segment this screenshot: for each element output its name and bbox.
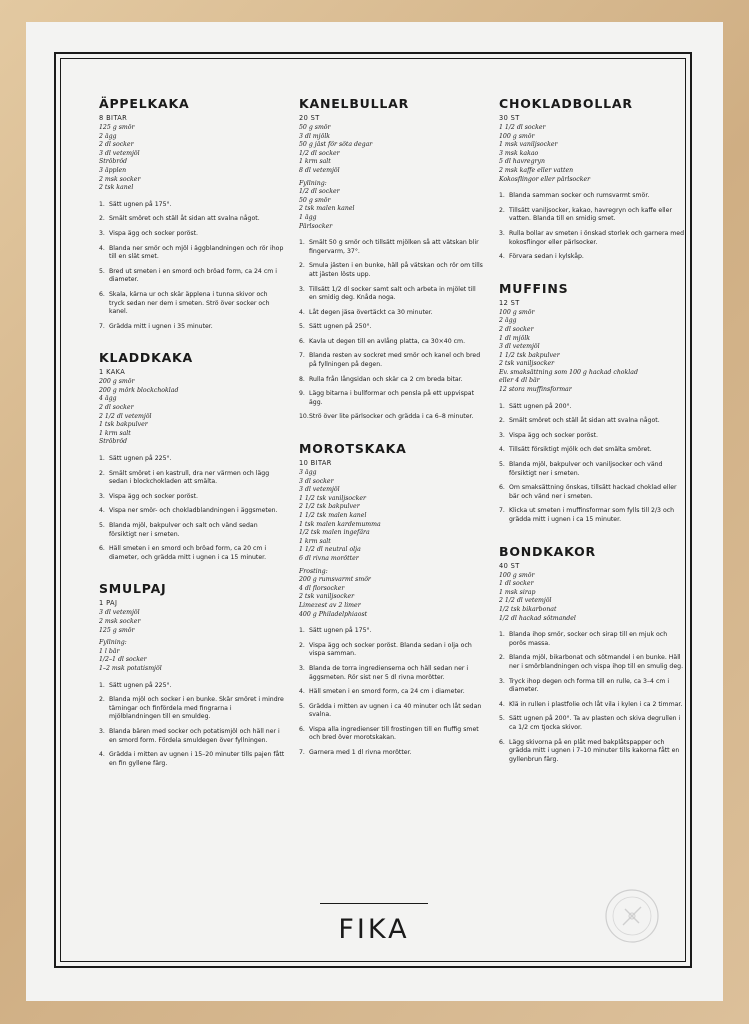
- step-number: 2.: [299, 641, 305, 649]
- step-number: 7.: [99, 322, 105, 330]
- instruction-step: [99, 493, 285, 502]
- step-number: 4.: [499, 700, 505, 708]
- ingredient-sublist: [299, 188, 485, 231]
- ingredient-item: 200 g mörk blockchoklad: [99, 386, 179, 394]
- ingredient-item: 1 tsk malen kardemumma: [299, 520, 381, 528]
- step-number: 1.: [99, 681, 105, 689]
- step-number: 3.: [499, 677, 505, 685]
- step-number: 7.: [499, 507, 505, 515]
- recipe-title: BONDKAKOR: [499, 543, 596, 559]
- ingredient-list: [99, 124, 285, 193]
- step-text: Sätt ugnen på 225°.: [109, 455, 172, 463]
- recipe-yield: 30 ST: [499, 114, 520, 122]
- instruction-step: [299, 703, 485, 720]
- step-number: 6.: [99, 290, 105, 298]
- recipe-yield: 8 BITAR: [99, 114, 128, 122]
- step-text: Smula jästen i en bunke, häll på vätskan och rör om tills att jästen lösts upp.: [309, 262, 483, 278]
- instruction-step: [99, 323, 285, 332]
- ingredient-item: Ev. smaksättning som 100 g hackad choklad: [499, 368, 638, 376]
- ingredient-item: eller 4 dl bär: [499, 377, 540, 385]
- step-number: 5.: [99, 267, 105, 275]
- instruction-step: [499, 484, 685, 501]
- step-number: 3.: [499, 431, 505, 439]
- instruction-list: [99, 201, 285, 332]
- step-number: 1.: [299, 239, 305, 247]
- recipe-title: ÄPPELKAKA: [99, 96, 190, 111]
- instruction-step: [299, 390, 485, 407]
- step-text: Grädda mitt i ugnen i 35 minuter.: [109, 322, 213, 330]
- step-text: Vispa ägg och socker poröst.: [509, 431, 599, 439]
- ingredient-item: 3 dl vetemjöl: [499, 343, 540, 351]
- step-number: 3.: [99, 492, 105, 500]
- recipe-title: CHOKLADBOLLAR: [499, 96, 633, 111]
- ingredient-item: 400 g Philadelphiaost: [299, 610, 368, 618]
- ingredient-item: 2 tsk vaniljsocker: [499, 360, 555, 368]
- step-number: 7.: [299, 749, 305, 757]
- step-text: Vispa ägg och socker poröst.: [109, 492, 199, 500]
- step-number: 6.: [499, 738, 505, 746]
- recipe-column-1: [99, 97, 285, 788]
- ingredient-item: 50 g smör: [299, 124, 331, 131]
- ingredient-item: 3 dl vetemjöl: [99, 149, 140, 157]
- ingredient-item: 2 msk kaffe eller vatten: [499, 166, 574, 174]
- instruction-step: [499, 739, 685, 765]
- ingredient-item: 1 1/2 dl neutral olja: [299, 546, 361, 554]
- ingredient-item: 2 1/2 dl vetemjöl: [499, 597, 552, 605]
- step-text: Häll smeten i en smord och bröad form, ca 20 cm i diameter, och grädda mitt i ugnen i ca 15 minuter.: [109, 545, 267, 561]
- instruction-step: [499, 417, 685, 426]
- recipe-yield: 1 PAJ: [99, 599, 118, 608]
- ingredient-item: 1 1/2 tsk vaniljsocker: [299, 494, 366, 502]
- step-number: 4.: [99, 751, 105, 759]
- ingredient-item: 3 dl socker: [299, 477, 334, 485]
- ingredient-item: 1 1/2 tsk bakpulver: [499, 351, 560, 359]
- instruction-step: [99, 230, 285, 239]
- instruction-step: [99, 245, 285, 262]
- instruction-step: [499, 230, 685, 247]
- instruction-step: [99, 728, 285, 745]
- instruction-step: [299, 627, 485, 636]
- ingredient-item: 1/2 tsk malen ingefära: [299, 529, 370, 537]
- instruction-step: [299, 749, 485, 758]
- recipe-column-2: [299, 97, 485, 778]
- instruction-step: [99, 751, 285, 768]
- ingredient-item: 1 msk vaniljsocker: [499, 141, 558, 149]
- ingredient-item: 3 msk kakao: [499, 149, 539, 157]
- recipe-title: MOROTSKAKA: [299, 441, 407, 457]
- instruction-step: [499, 446, 685, 455]
- step-text: Lägg skivorna på en plåt med bakplåtspapper och grädda mitt i ugnen i 7–10 minuter tills kakorna fått en gyllenbrun färg.: [509, 738, 680, 763]
- ingredient-item: 1/2 dl hackad sötmandel: [499, 614, 576, 622]
- instruction-step: [499, 701, 685, 710]
- step-text: Vispa alla ingredienser till frostingen till en fluffig smet och bred över morotskakan.: [309, 725, 479, 742]
- step-text: Sätt ugnen på 175°.: [109, 200, 172, 208]
- ingredient-item: Ströbröd: [99, 158, 128, 166]
- instruction-step: [99, 455, 285, 464]
- step-text: Lägg bitarna i bullformar och pensla på ett uppvispat ägg.: [309, 390, 475, 406]
- ingredient-item: 5 dl havregryn: [499, 158, 545, 166]
- ingredient-list: [299, 124, 485, 176]
- instruction-step: [299, 688, 485, 697]
- step-number: 2.: [299, 262, 305, 270]
- instruction-step: [499, 654, 685, 671]
- ingredient-item: 1 dl mjölk: [499, 334, 531, 342]
- recipe-title: KANELBULLAR: [299, 96, 410, 111]
- instruction-step: [299, 286, 485, 303]
- ingredient-item: 1–2 msk potatismjöl: [99, 664, 162, 672]
- instruction-step: [99, 545, 285, 562]
- step-number: 1.: [499, 192, 505, 200]
- step-text: Blanda ner smör och mjöl i äggblandningen och rör ihop till en slät smet.: [109, 244, 284, 261]
- ingredient-item: 2 dl socker: [499, 325, 534, 333]
- ingredient-item: 3 äpplen: [99, 166, 127, 174]
- instruction-step: [499, 507, 685, 524]
- step-number: 2.: [499, 417, 505, 425]
- ingredient-item: 2 dl socker: [99, 141, 134, 149]
- instruction-list: [499, 631, 685, 764]
- recipe: [99, 582, 285, 768]
- step-number: 5.: [299, 702, 305, 710]
- ingredient-item: 1 krm salt: [299, 158, 331, 166]
- step-number: 3.: [99, 229, 105, 237]
- ingredient-item: 3 dl vetemjöl: [299, 486, 340, 494]
- step-text: Blanda mjöl, bakpulver och vaniljsocker och vänd försiktigt ner i smeten.: [509, 461, 663, 477]
- recipe-title: SMULPAJ: [99, 581, 167, 597]
- step-text: Bred ut smeten i en smord och bröad form, ca 24 cm i diameter.: [109, 267, 277, 284]
- step-text: Sätt ugnen på 250°.: [309, 323, 372, 331]
- ingredient-list: [499, 124, 685, 184]
- recipe-column-3: [499, 97, 685, 784]
- step-number: 5.: [299, 323, 305, 331]
- step-number: 5.: [499, 715, 505, 723]
- instruction-step: [499, 253, 685, 262]
- step-number: 6.: [299, 337, 305, 345]
- ingredient-item: 2 1/2 dl vetemjöl: [99, 412, 152, 420]
- recipe-title: KLADDKAKA: [99, 350, 193, 366]
- instruction-step: [299, 352, 485, 369]
- ingredient-item: 1/2 dl socker: [299, 149, 340, 157]
- instruction-step: [99, 682, 285, 691]
- instruction-step: [499, 192, 685, 201]
- instruction-step: [99, 201, 285, 210]
- ingredient-item: 2 tsk kanel: [99, 184, 134, 192]
- instruction-step: [99, 507, 285, 516]
- instruction-list: [99, 455, 285, 562]
- ingredient-list: [99, 609, 285, 635]
- instruction-step: [299, 726, 485, 743]
- ingredient-subsection-label: Fyllning:: [99, 639, 127, 647]
- ingredient-item: 100 g smör: [499, 308, 535, 316]
- ingredient-item: 4 dl florsocker: [299, 584, 345, 592]
- ingredient-item: 8 dl vetemjöl: [299, 166, 340, 174]
- ingredient-item: 2 ägg: [99, 132, 117, 140]
- ingredient-item: 3 dl mjölk: [299, 132, 331, 140]
- step-number: 3.: [299, 664, 305, 672]
- step-number: 4.: [99, 507, 105, 515]
- ingredient-item: 1/2 dl socker: [299, 188, 340, 196]
- ingredient-sublist: [99, 648, 285, 674]
- step-text: Rulla från långsidan och skär ca 2 cm breda bitar.: [309, 375, 463, 383]
- step-text: Blanda de torra ingredienserna och häll sedan ner i äggsmeten. Rör sist ner 5 dl rivna morötter.: [309, 664, 469, 681]
- ingredient-item: 2 dl socker: [99, 404, 134, 412]
- step-text: Blanda bären med socker och potatismjöl och häll ner i en smord form. Fördela smuldegen över fyllningen.: [109, 727, 280, 744]
- step-number: 2.: [499, 654, 505, 662]
- ingredient-item: 1 1/2 dl socker: [499, 124, 546, 131]
- recipe: [99, 351, 285, 562]
- ingredient-item: 1 1/2 tsk malen kanel: [299, 512, 367, 519]
- ingredient-item: 2 tsk malen kanel: [299, 205, 355, 213]
- step-text: Häll smeten i en smord form, ca 24 cm i diameter.: [309, 688, 465, 696]
- step-number: 7.: [299, 352, 305, 360]
- recipe: [299, 442, 485, 758]
- instruction-step: [99, 215, 285, 224]
- step-text: Skala, kärna ur och skär äpplena i tunna skivor och tryck sedan ner dem i smeten. Strö över socker och kanel.: [109, 290, 270, 316]
- recipe-title: MUFFINS: [499, 280, 569, 296]
- step-number: 4.: [499, 253, 505, 261]
- step-number: 4.: [499, 446, 505, 454]
- ingredient-item: 1 l bär: [99, 647, 120, 655]
- instruction-step: [499, 715, 685, 732]
- step-number: 10.: [299, 413, 309, 421]
- step-text: Vispa ägg och socker poröst.: [109, 229, 199, 237]
- ingredient-item: 50 g jäst för söta degar: [299, 141, 373, 149]
- step-text: Tillsätt vaniljsocker, kakao, havregryn och kaffe eller vatten. Blanda till en smidig smet.: [509, 206, 673, 223]
- recipe-yield: 1 KAKA: [99, 368, 126, 377]
- step-number: 1.: [99, 200, 105, 208]
- step-number: 3.: [299, 285, 305, 293]
- ingredient-item: 12 stora muffinsformar: [499, 386, 572, 394]
- step-number: 2.: [99, 469, 105, 477]
- instruction-step: [499, 461, 685, 478]
- step-text: Smält smöret i en kastrull, dra ner värmen och lägg sedan i blockchokladen att smälta.: [109, 469, 270, 486]
- step-number: 2.: [99, 215, 105, 223]
- step-text: Om smaksättning önskas, tillsätt hackad choklad eller bär och vänd ner i smeten.: [509, 484, 677, 500]
- step-text: Blanda mjöl, bakpulver och salt och vänd sedan försiktigt ner i smeten.: [109, 522, 258, 538]
- recipe-yield: 12 ST: [499, 298, 520, 307]
- step-text: Strö över lite pärlsocker och grädda i ca 6–8 minuter.: [309, 413, 474, 421]
- ingredient-list: [299, 469, 485, 564]
- step-number: 6.: [499, 484, 505, 492]
- ingredient-list: [99, 378, 285, 447]
- ingredient-item: 3 dl vetemjöl: [99, 609, 140, 617]
- ingredient-item: 125 g smör: [99, 626, 135, 634]
- step-number: 3.: [499, 229, 505, 237]
- step-number: 4.: [99, 244, 105, 252]
- step-text: Blanda mjöl, bikarbonat och sötmandel i en bunke. Häll ner i smörblandningen och vispa ihop till en smulig deg.: [509, 654, 684, 670]
- ingredient-item: Limezest av 2 limer: [299, 601, 361, 609]
- instruction-step: [299, 239, 485, 256]
- step-text: Kavla ut degen till en avlång platta, ca 30×40 cm.: [309, 337, 466, 345]
- step-number: 4.: [299, 308, 305, 316]
- ingredient-item: 1 krm salt: [299, 537, 331, 545]
- recipe: [499, 545, 685, 765]
- ingredient-item: 125 g smör: [99, 124, 135, 131]
- ingredient-item: 1 msk sirap: [499, 588, 536, 596]
- step-number: 2.: [99, 696, 105, 704]
- ingredient-item: 1 tsk bakpulver: [99, 421, 148, 429]
- recipe-yield: 40 ST: [499, 561, 520, 570]
- instruction-step: [99, 470, 285, 487]
- instruction-step: [499, 403, 685, 412]
- ingredient-item: 3 ägg: [299, 469, 317, 477]
- ingredient-item: 1/2–1 dl socker: [99, 656, 147, 664]
- instruction-list: [499, 403, 685, 525]
- watermark-stamp-icon: [603, 887, 661, 945]
- step-text: Rulla bollar av smeten i önskad storlek och garnera med kokosflingor eller pärlsocker.: [509, 229, 685, 246]
- step-number: 2.: [499, 206, 505, 214]
- step-text: Sätt ugnen på 175°.: [309, 627, 372, 635]
- ingredient-item: Kokosflingor eller pärlsocker: [499, 175, 591, 183]
- poster-title: FIKA: [338, 914, 410, 945]
- instruction-step: [99, 522, 285, 539]
- instruction-step: [299, 262, 485, 279]
- step-text: Grädda i mitten av ugnen i ca 40 minuter och låt sedan svalna.: [309, 702, 482, 719]
- step-text: Förvara sedan i kylskåp.: [509, 253, 584, 261]
- ingredient-item: 200 g rumsvarmt smör: [299, 576, 371, 584]
- recipe: [499, 282, 685, 525]
- ingredient-item: 2 msk socker: [99, 617, 141, 625]
- ingredient-item: 6 dl rivna morötter: [299, 554, 359, 562]
- step-number: 9.: [299, 390, 305, 398]
- step-text: Smält smöret och ställ åt sidan att svalna något.: [109, 215, 260, 223]
- ingredient-item: 100 g smör: [499, 132, 535, 140]
- instruction-step: [499, 432, 685, 441]
- instruction-list: [299, 239, 485, 422]
- step-number: 1.: [99, 455, 105, 463]
- step-text: Låt degen jäsa övertäckt ca 30 minuter.: [309, 308, 433, 316]
- step-number: 1.: [299, 627, 305, 635]
- step-text: Smält smöret och ställ åt sidan att svalna något.: [509, 417, 660, 425]
- instruction-list: [499, 192, 685, 262]
- step-number: 1.: [499, 631, 505, 639]
- step-text: Vispa ägg och socker poröst. Blanda sedan i olja och vispa samman.: [309, 641, 472, 658]
- ingredient-sublist: [299, 576, 485, 619]
- step-number: 1.: [499, 402, 505, 410]
- ingredient-subsection-label: Fyllning:: [299, 179, 327, 187]
- instruction-step: [499, 678, 685, 695]
- step-text: Garnera med 1 dl rivna morötter.: [309, 749, 412, 757]
- instruction-step: [299, 338, 485, 347]
- instruction-step: [99, 268, 285, 285]
- ingredient-item: 1 dl socker: [499, 580, 534, 588]
- step-text: Sätt ugnen på 225°.: [109, 681, 172, 689]
- instruction-step: [499, 631, 685, 648]
- ingredient-item: Ströbröd: [99, 438, 128, 446]
- ingredient-item: Pärlsocker: [299, 222, 333, 230]
- instruction-step: [99, 291, 285, 317]
- step-text: Blanda samman socker och rumsvarmt smör.: [509, 192, 650, 200]
- step-text: Blanda mjöl och socker i en bunke. Skär smöret i mindre tärningar och finfördela med fingrarna i mjölblandningen till en smuldeg.: [109, 696, 284, 721]
- instruction-step: [299, 323, 485, 332]
- recipe-yield: 20 ST: [299, 114, 320, 122]
- step-number: 5.: [499, 461, 505, 469]
- step-number: 5.: [99, 522, 105, 529]
- step-text: Grädda i mitten av ugnen i 15–20 minuter tills pajen fått en fin gyllene färg.: [109, 751, 285, 767]
- step-number: 6.: [99, 545, 105, 553]
- step-text: Tillsätt 1/2 dl socker samt salt och arbeta in mjölet till en smidig deg. Knåda noga.: [309, 285, 476, 302]
- recipe: [499, 97, 685, 262]
- step-text: Smält 50 g smör och tillsätt mjölken så att vätskan blir fingervarm, 37°.: [309, 239, 479, 255]
- ingredient-item: 2 tsk vaniljsocker: [299, 593, 355, 601]
- step-text: Sätt ugnen på 200°.: [509, 402, 572, 410]
- ingredient-item: 1 krm salt: [99, 429, 131, 437]
- ingredient-item: 2 1/2 tsk bakpulver: [299, 503, 360, 511]
- ingredient-item: 1 ägg: [299, 213, 317, 221]
- ingredient-item: 100 g smör: [499, 571, 535, 579]
- step-text: Vispa ner smör- och chokladblandningen i äggsmeten.: [109, 507, 278, 515]
- ingredient-item: 200 g smör: [99, 378, 135, 386]
- step-text: Sätt ugnen på 200°. Ta av plasten och skiva degrullen i ca 1/2 cm tjocka skivor.: [509, 715, 681, 731]
- step-number: 6.: [299, 725, 305, 733]
- ingredient-list: [499, 572, 685, 624]
- ingredient-item: 4 ägg: [99, 395, 117, 403]
- instruction-list: [299, 627, 485, 758]
- recipe: [99, 97, 285, 331]
- ingredient-item: 50 g smör: [299, 196, 331, 204]
- instruction-list: [99, 682, 285, 769]
- instruction-step: [299, 376, 485, 385]
- step-text: Blanda resten av sockret med smör och kanel och bred på fyllningen på degen.: [309, 352, 481, 369]
- ingredient-subsection-label: Frosting:: [299, 567, 328, 575]
- step-text: Klä in rullen i plastfolie och låt vila i kylen i ca 2 timmar.: [509, 700, 683, 708]
- step-number: 8.: [299, 375, 305, 383]
- recipe-yield: 10 BITAR: [299, 459, 332, 468]
- step-text: Tryck ihop degen och forma till en rulle, ca 3–4 cm i diameter.: [509, 677, 670, 694]
- ingredient-item: 1/2 tsk bikarbonat: [499, 605, 557, 613]
- step-number: 4.: [299, 688, 305, 696]
- ingredient-list: [499, 309, 685, 395]
- recipe: [299, 97, 485, 422]
- instruction-step: [299, 665, 485, 682]
- instruction-step: [299, 309, 485, 318]
- step-text: Klicka ut smeten i muffinsformar som fylls till 2/3 och grädda mitt i ugnen i ca 15 minuter.: [509, 507, 675, 523]
- instruction-step: [299, 642, 485, 659]
- instruction-step: [299, 413, 485, 422]
- instruction-step: [499, 207, 685, 224]
- ingredient-item: 2 ägg: [499, 317, 517, 325]
- step-text: Tillsätt försiktigt mjölk och det smälta smöret.: [509, 446, 652, 454]
- step-text: Blanda ihop smör, socker och sirap till en mjuk och porös massa.: [509, 631, 668, 647]
- ingredient-item: 2 msk socker: [99, 175, 141, 183]
- instruction-step: [99, 696, 285, 722]
- title-rule: [320, 903, 428, 904]
- step-number: 3.: [99, 727, 105, 735]
